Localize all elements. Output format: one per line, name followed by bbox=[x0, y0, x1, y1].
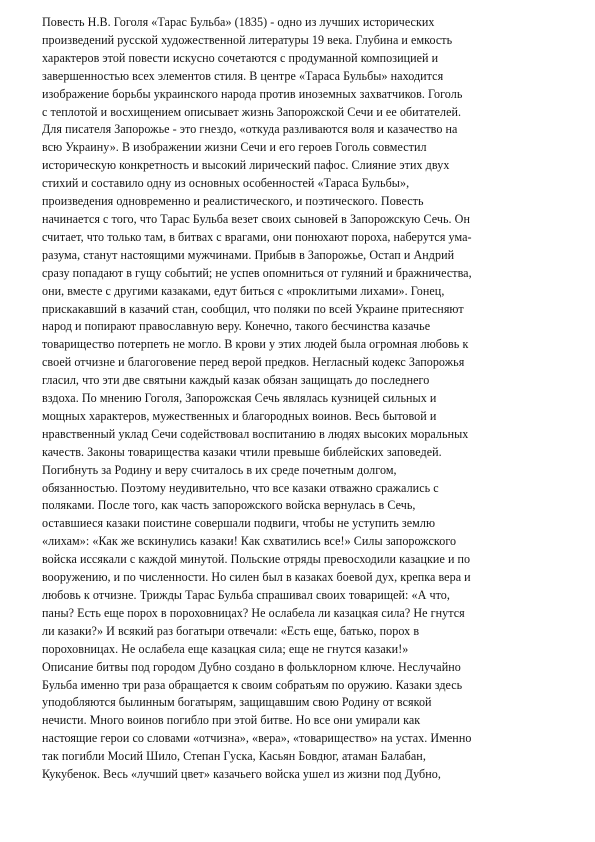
text-line: считает, что только там, в битвах с врагами, они понюхают пороха, наберутся ума- bbox=[42, 229, 472, 244]
text-line: любовь к отчизне. Трижды Тарас Бульба спрашивал своих товарищей: «А что, bbox=[42, 588, 450, 602]
text-line: нечисти. Много воинов погибло при этой битве. Но все они умирали как bbox=[42, 713, 421, 728]
text-line: Бульба именно три раза обращается к своим собратьям по оружию. Казаки здесь bbox=[42, 677, 463, 692]
text-line: изображение борьбы украинского народа против иноземных захватчиков. Гоголь bbox=[42, 86, 463, 101]
text-line: обязанностью. Поэтому неудивительно, что все казаки отважно сражались с bbox=[42, 480, 439, 495]
text-line: ли казаки?» И всякий раз богатыри отвечали: «Есть еще, батько, порох в bbox=[42, 623, 420, 638]
text-line: мощных характеров, мужественных и благородных воинов. Весь бытовой и bbox=[42, 408, 437, 423]
text-line: настоящие герои со словами «отчизна», «вера», «товарищество» на устах. Именно bbox=[42, 731, 472, 746]
essay-text bbox=[42, 14, 557, 784]
text-line: так погибли Мосий Шило, Степан Гуска, Касьян Бовдюг, атаман Балабан, bbox=[42, 749, 426, 764]
text-line: Для писателя Запорожье - это гнездо, «откуда разливаются воля и казачество на bbox=[42, 122, 458, 137]
text-line: сразу попадают в гущу событий; не успев опомниться от гуляний и бражничества, bbox=[42, 265, 472, 280]
text-line: народ и попирают православную веру. Конечно, такого бесчинства казачье bbox=[42, 319, 431, 334]
text-line: Погибнуть за Родину и веру считалось в их среде почетным долгом, bbox=[42, 462, 397, 477]
text-line: качеств. Законы товарищества казаки чтили превыше библейских заповедей. bbox=[42, 444, 442, 459]
text-line: прискакавший в казачий стан, сообщил, что поляки по всей Украине притесняют bbox=[42, 301, 464, 316]
text-line: «лихам»: «Как же вскинулись казаки! Как схватились все!» Силы запорожского bbox=[42, 534, 457, 549]
text-line: нравственный уклад Сечи содействовал воспитанию в людях высоких моральных bbox=[42, 426, 469, 441]
text-line: разума, станут настоящими мужчинами. Прибыв в Запорожье, Остап и Андрий bbox=[42, 247, 455, 262]
text-line: завершенностью всех элементов стиля. В центре «Тараса Бульбы» находится bbox=[42, 68, 444, 83]
text-line: историческую конкретность и высокий лирический пафос. Слияние этих двух bbox=[42, 158, 450, 173]
text-line: вздоха. По мнению Гоголя, Запорожская Сечь являлась кузницей сильных и bbox=[42, 391, 437, 406]
text-line: стихий и составило одну из основных особенностей «Тараса Бульбы», bbox=[42, 176, 410, 191]
text-line: войска иссякали с каждой минутой. Польские отряды превосходили казацкие и по bbox=[42, 552, 471, 567]
text-line: начинается с того, что Тарас Бульба везет своих сыновей в Запорожскую Сечь. Он bbox=[42, 211, 470, 226]
text-line: своей отчизне и благоговение перед верой предков. Негласный кодекс Запорожья bbox=[42, 355, 465, 370]
text-line: с теплотой и восхищением описывает жизнь Запорожской Сечи и ее обитателей. bbox=[42, 104, 462, 119]
text-line: характеров этой повести искусно сочетаются с продуманной композицией и bbox=[42, 50, 439, 65]
text-line: Описание битвы под городом Дубно создано в фольклорном ключе. Неслучайно bbox=[42, 659, 461, 674]
text-line: всю Украину». В изображении жизни Сечи и его героев Гоголь совместил bbox=[42, 140, 427, 155]
text-line: вооружению, и по численности. Но силен был в казаках боевой дух, крепка вера и bbox=[42, 570, 471, 585]
text-line: Кукубенок. Весь «лучший цвет» казачьего войска ушел из жизни под Дубно, bbox=[42, 767, 441, 782]
text-line: уподобляются былинным богатырям, защищавшим свою Родину от всякой bbox=[42, 695, 432, 710]
text-line: пороховницах. Не ослабела еще казацкая сила; еще не гнутся казаки!» bbox=[42, 641, 409, 656]
text-line: Повесть Н.В. Гоголя «Тарас Бульба» (1835) - одно из лучших исторических bbox=[42, 15, 435, 29]
text-line: гласил, что эти две святыни каждый казак обязан защищать до последнего bbox=[42, 373, 430, 388]
text-line: товарищество потерпеть не могло. В крови у этих людей была огромная любовь к bbox=[42, 337, 469, 352]
text-line: произведения одновременно и реалистического, и поэтического. Повесть bbox=[42, 194, 424, 209]
text-line: они, вместе с другими казаками, едут биться с «проклитыми лихами». Гонец, bbox=[42, 283, 445, 298]
text-line: произведений русской художественной литературы 19 века. Глубина и емкость bbox=[42, 32, 453, 47]
text-line: поляками. После того, как часть запорожского войска вернулась в Сечь, bbox=[42, 498, 416, 513]
text-line: паны? Есть еще порох в пороховницах? Не ослабела ли казацкая сила? Не гнутся bbox=[42, 605, 465, 620]
text-line: оставшиеся казаки поистине совершали подвиги, чтобы не уступить землю bbox=[42, 516, 436, 531]
